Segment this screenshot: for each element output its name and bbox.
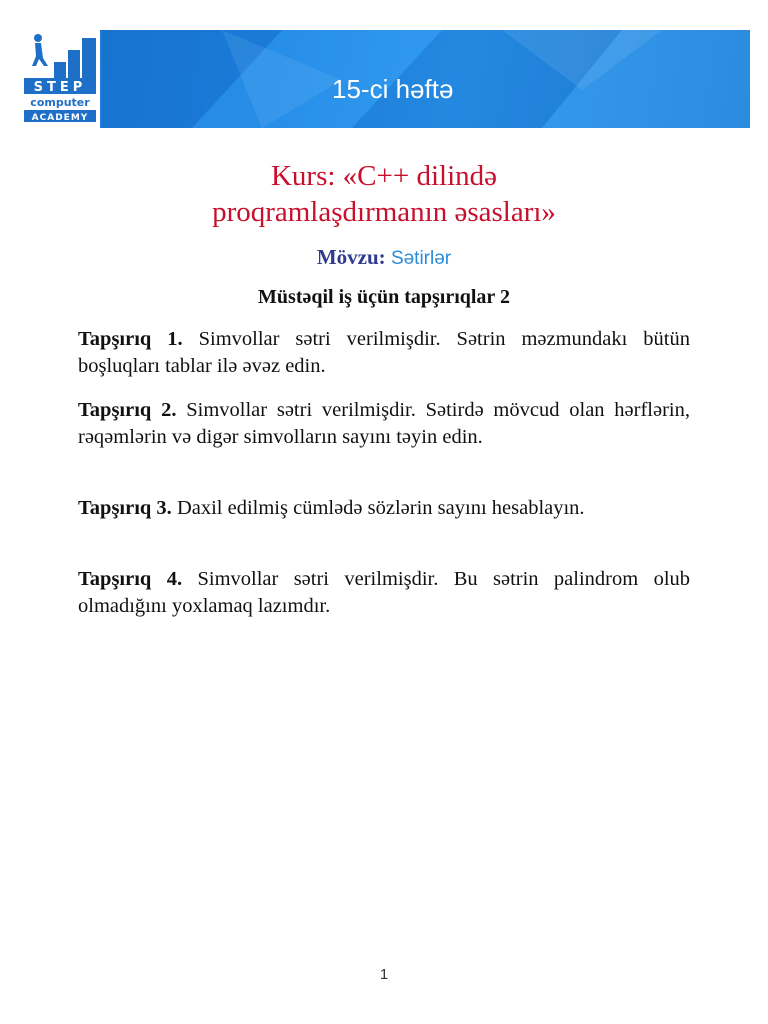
task-text: Simvollar sətri verilmişdir. Bu sətrin palindrom olub olmadığını yoxlamaq lazımdır. <box>78 568 691 617</box>
assignment-subtitle: Müstəqil iş üçün tapşırıqlar 2 <box>258 286 510 308</box>
step-academy-logo <box>22 30 100 128</box>
task-label: Tapşırıq 3. <box>78 497 172 519</box>
week-title: 15-ci həftə <box>332 74 454 104</box>
course-title-line1: Kurs: «C++ dilində <box>270 160 498 192</box>
svg-text:STEP: STEP <box>33 80 87 95</box>
topic-value: Sətirlər <box>390 248 452 269</box>
course-title <box>0 158 768 230</box>
task-3 <box>78 495 690 522</box>
task-text: Simvollar sətri verilmişdir. Sətirdə mövcud olan hərflərin, rəqəmlərin və digər simvolların sayını təyin edin. <box>78 399 690 448</box>
task-label: Tapşırıq 4. <box>78 568 183 590</box>
task-label: Tapşırıq 1. <box>78 328 183 350</box>
task-label: Tapşırıq 2. <box>78 399 177 421</box>
topic <box>0 245 768 270</box>
task-1 <box>78 326 690 380</box>
course-title-line2: proqramlaşdırmanın əsasları» <box>212 196 556 228</box>
header-banner <box>22 30 750 128</box>
task-2 <box>78 397 690 451</box>
topic-label: Mövzu: <box>316 245 386 269</box>
svg-text:computer: computer <box>30 96 90 109</box>
task-4 <box>78 566 690 620</box>
page-number: 1 <box>379 966 389 983</box>
task-text: Simvollar sətri verilmişdir. Sətrin məzmundakı bütün boşluqları tablar ilə əvəz edin. <box>78 328 690 377</box>
task-text: Daxil edilmiş cümlədə sözlərin sayını hesablayın. <box>176 497 585 519</box>
svg-text:ACADEMY: ACADEMY <box>31 113 89 123</box>
